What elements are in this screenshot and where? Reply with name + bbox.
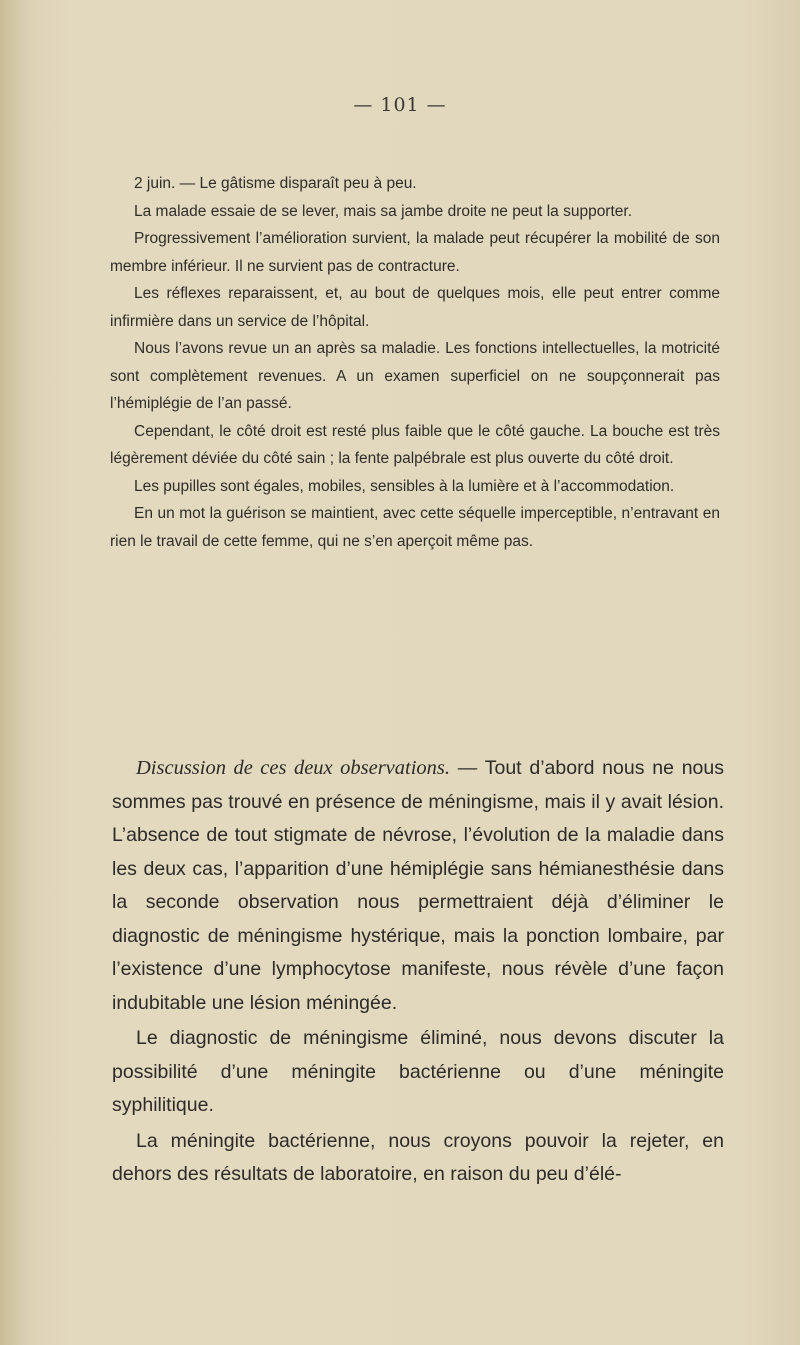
paragraph: Les réflexes reparaissent, et, au bout de quelques mois, elle peut entrer comme infirmière dans un service de l’hôpital. — [110, 285, 720, 330]
discussion-section — [112, 752, 724, 1192]
paragraph: 2 juin. — Le gâtisme disparaît peu à peu. — [134, 175, 417, 192]
paragraph: Cependant, le côté droit est resté plus faible que le côté gauche. La bouche est très légèrement déviée du côté sain ; la fente palpébrale est plus ouverte du côté droit. — [110, 422, 720, 467]
discussion-paragraph — [112, 752, 724, 1020]
paragraph: La méningite bactérienne, nous croyons pouvoir la rejeter, en dehors des résultats de laboratoire, en raison du peu d’élé- — [112, 1129, 724, 1185]
discussion-text: — Tout d’abord nous ne nous sommes pas trouvé en présence de méningisme, mais il y avait lésion. L’absence de tout stigmate de névrose, l’évolution de la maladie dans les deux cas, l’apparition d’une hémiplégie sans hémianesthésie dans la seconde observation nous permettraient déjà d’éliminer le diagnostic de méningisme hystérique, mais la ponction lombaire, par l’existence d’une lymphocytose manifeste, nous révèle d’une façon indubitable une lésion méningée. — [112, 757, 724, 1014]
page-number: — 101 — — [353, 94, 447, 116]
observation-text — [110, 170, 720, 555]
paragraph: Le diagnostic de méningisme éliminé, nous devons discuter la possibilité d’une méningite bactérienne ou d’une méningite syphilitique. — [112, 1027, 724, 1116]
section-heading: Discussion de ces deux observations. — [136, 757, 451, 779]
paragraph: En un mot la guérison se maintient, avec cette séquelle imperceptible, n’entravant en rien le travail de cette femme, qui ne s’en aperçoit même pas. — [110, 505, 720, 550]
paragraph: Les pupilles sont égales, mobiles, sensibles à la lumière et à l’accommodation. — [134, 477, 675, 495]
paragraph: Nous l’avons revue un an après sa maladie. Les fonctions intellectuelles, la motricité sont complètement revenues. A un examen superficiel on ne soupçonnerait pas l’hémiplégie de l’an passé. — [110, 340, 720, 412]
paragraph: La malade essaie de se lever, mais sa jambe droite ne peut la supporter. — [134, 202, 633, 220]
paragraph: Progressivement l’amélioration survient, la malade peut récupérer la mobilité de son membre inférieur. Il ne survient pas de contracture. — [110, 230, 720, 275]
